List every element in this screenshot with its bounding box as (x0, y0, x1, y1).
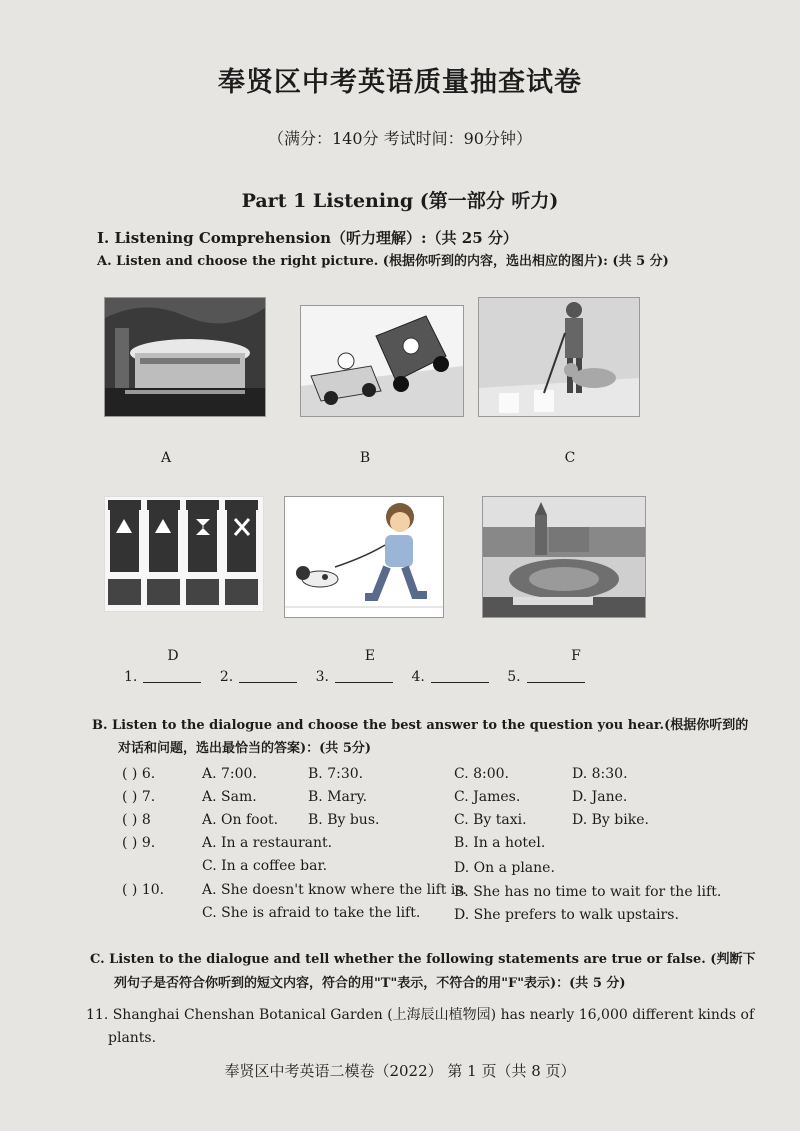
exam-title: 奉贤区中考英语质量抽查试卷 (218, 67, 582, 98)
blank-3[interactable]: 3. (316, 668, 393, 685)
picture-f (482, 496, 646, 618)
question-9-option-d: D. On a plane. (454, 860, 555, 876)
question-11-text-line2: plants. (108, 1030, 157, 1046)
blank-4[interactable]: 4. (411, 668, 488, 685)
recycle-bins-icon (105, 497, 263, 611)
question-7-option-c: C. James. (454, 789, 521, 805)
question-6-option-c: C. 8:00. (454, 766, 510, 782)
question-8-option-d: D. By bike. (572, 812, 649, 828)
section-c-heading-line2: 列句子是否符合你听到的短文内容，符合的用"T"表示，不符合的用"F"表示)：(共 5 分) (114, 976, 626, 991)
question-7-number[interactable]: ( ) 7. (122, 789, 156, 805)
exam-subtitle: （满分：140分 考试时间：90分钟） (268, 129, 532, 148)
picture-d (104, 496, 264, 612)
section-a-heading: A. Listen and choose the right picture. (根据你听到的内容，选出相应的图片): (共 5 分) (97, 254, 669, 269)
answer-blanks (124, 668, 599, 685)
question-10-option-d: D. She prefers to walk upstairs. (454, 907, 679, 923)
picture-b (300, 305, 464, 417)
question-8-option-a: A. On foot. (202, 812, 279, 828)
picture-a (104, 297, 266, 417)
question-9-number[interactable]: ( ) 9. (122, 835, 156, 851)
picture-b-label: B (359, 450, 371, 466)
question-10-option-b: B. She has no time to wait for the lift. (454, 884, 722, 900)
part-title: Part 1 Listening (第一部分 听力) (241, 190, 559, 212)
picture-e (284, 496, 444, 618)
section-i-heading: I. Listening Comprehension（听力理解）:（共 25 分） (97, 229, 518, 247)
question-9-option-a: A. In a restaurant. (202, 835, 333, 851)
question-10-number[interactable]: ( ) 10. (122, 882, 165, 898)
question-8-option-b: B. By bus. (308, 812, 380, 828)
picture-f-label: F (571, 648, 581, 664)
blank-2[interactable]: 2. (220, 668, 297, 685)
picture-a-label: A (160, 450, 172, 466)
city-building-icon (105, 298, 265, 416)
section-b-heading-line2: 对话和问题，选出最恰当的答案)：(共 5分) (118, 741, 372, 756)
question-8-option-c: C. By taxi. (454, 812, 527, 828)
question-8-number[interactable]: ( ) 8 (122, 812, 151, 828)
picture-c-label: C (564, 450, 576, 466)
car-crash-icon (301, 306, 463, 416)
question-6-option-d: D. 8:30. (572, 766, 628, 782)
question-9-option-c: C. In a coffee bar. (202, 858, 328, 874)
picture-d-label: D (167, 648, 179, 664)
section-b-heading: B. Listen to the dialogue and choose the best answer to the question you hear.(根据你听到的 (92, 718, 749, 733)
page-footer: 奉贤区中考英语二模卷（2022） 第 1 页（共 8 页） (224, 1062, 576, 1080)
question-7-option-a: A. Sam. (202, 789, 257, 805)
question-6-number[interactable]: ( ) 6. (122, 766, 156, 782)
section-c-heading: C. Listen to the dialogue and tell whether the following statements are true or false. (判断下 (90, 952, 756, 967)
question-6-option-a: A. 7:00. (202, 766, 257, 782)
question-10-option-c: C. She is afraid to take the lift. (202, 905, 421, 921)
guide-dog-icon (479, 298, 639, 416)
question-7-option-b: B. Mary. (308, 789, 368, 805)
boy-walking-dog-icon (285, 497, 443, 617)
question-7-option-d: D. Jane. (572, 789, 628, 805)
disney-castle-icon (483, 497, 645, 617)
question-9-option-b: B. In a hotel. (454, 835, 546, 851)
blank-5[interactable]: 5. (507, 668, 584, 685)
picture-e-label: E (364, 648, 376, 664)
picture-c (478, 297, 640, 417)
blank-1[interactable]: 1. (124, 668, 201, 685)
question-10-option-a: A. She doesn't know where the lift is. (202, 882, 467, 898)
question-6-option-b: B. 7:30. (308, 766, 364, 782)
question-11-text: 11. Shanghai Chenshan Botanical Garden (上海辰山植物园) has nearly 16,000 different kinds of (86, 1007, 755, 1023)
